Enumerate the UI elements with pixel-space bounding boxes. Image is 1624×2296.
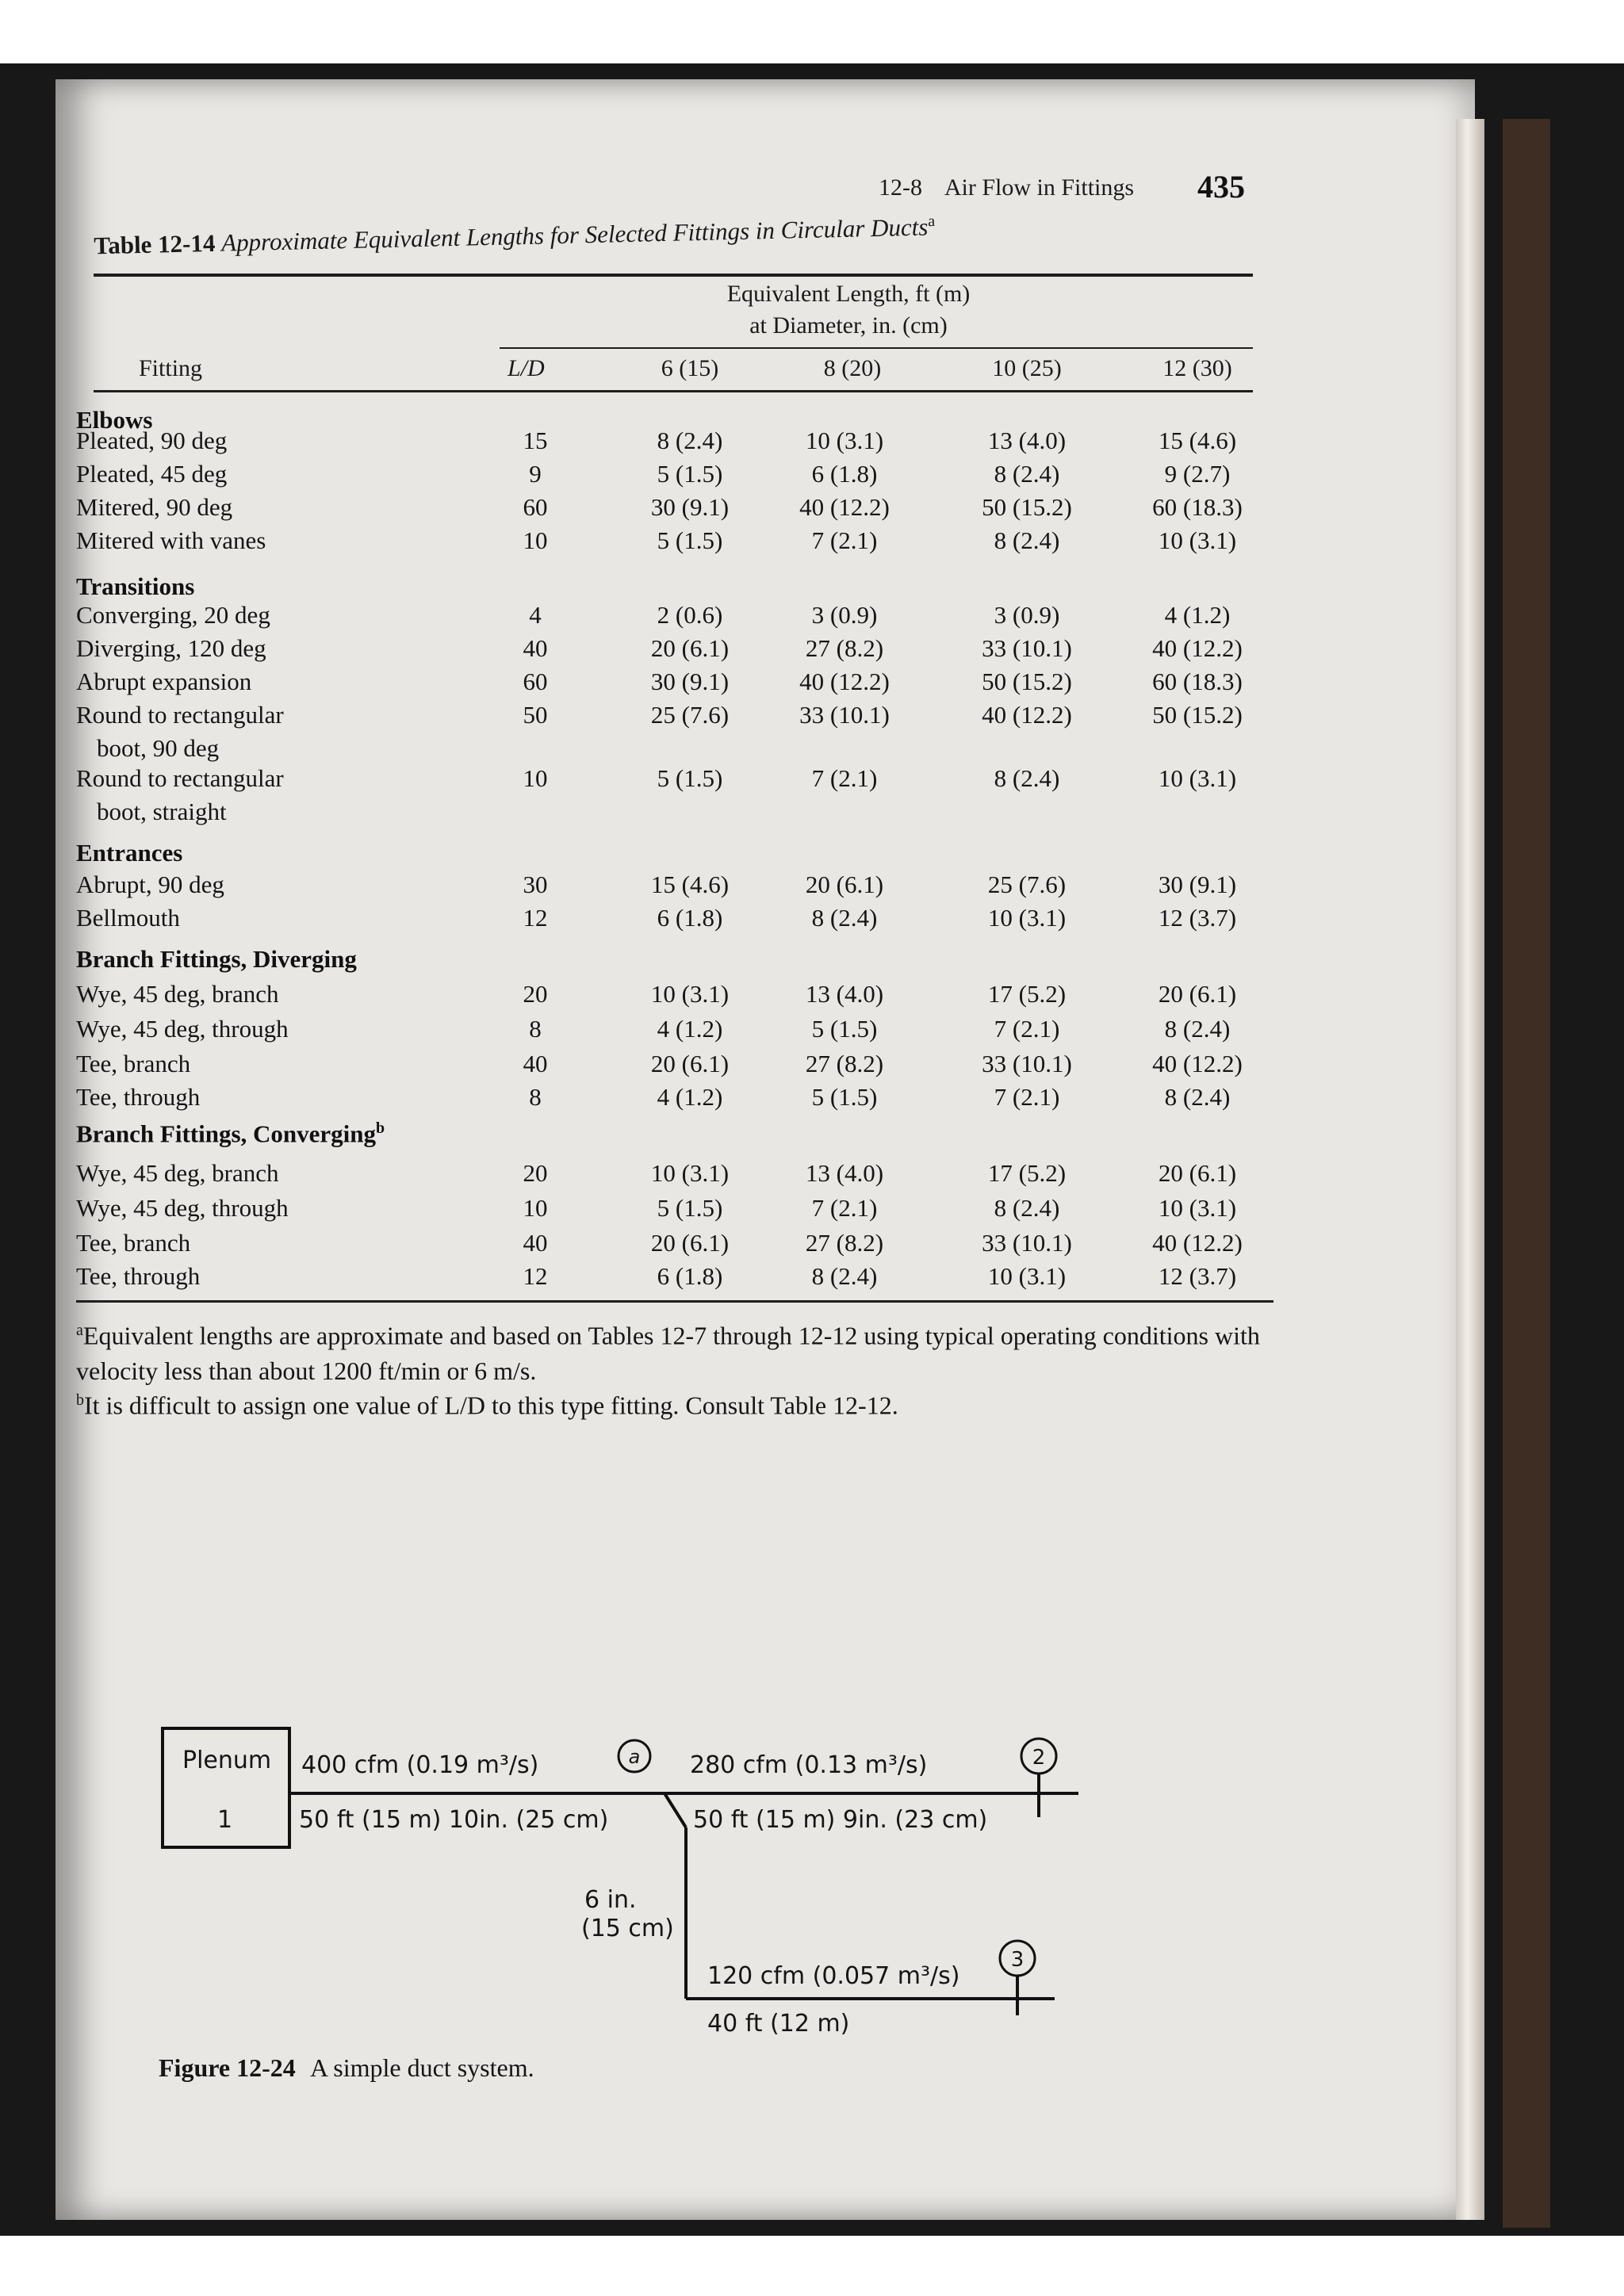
value-d6: 20 (6.1)	[650, 1050, 730, 1077]
ld-value: 20	[523, 980, 548, 1008]
plenum-label: Plenum	[182, 1747, 272, 1774]
value-d8: 7 (2.1)	[811, 1194, 878, 1222]
value-d12: 4 (1.2)	[1164, 601, 1231, 629]
value-d8: 13 (4.0)	[805, 1159, 884, 1187]
ld-value: 30	[523, 871, 548, 898]
fitting-name: Mitered, 90 deg	[76, 493, 233, 521]
value-d10: 33 (10.1)	[982, 634, 1072, 662]
value-d10: 33 (10.1)	[982, 1229, 1072, 1257]
value-d10: 7 (2.1)	[994, 1083, 1060, 1111]
value-d8: 7 (2.1)	[811, 764, 878, 792]
value-d12: 8 (2.4)	[1164, 1083, 1231, 1111]
value-d12: 60 (18.3)	[1152, 668, 1243, 695]
fitting-name: Round to rectangular	[76, 764, 284, 792]
ld-value: 8	[529, 1083, 542, 1111]
col-header-d8: 8 (20)	[823, 355, 882, 381]
value-d12: 60 (18.3)	[1152, 493, 1243, 521]
value-d12: 10 (3.1)	[1158, 526, 1237, 554]
value-d12: 40 (12.2)	[1152, 1229, 1243, 1257]
table-title: Approximate Equivalent Lengths for Selected Fittings in Circular Ducts	[220, 212, 929, 257]
figure-caption-text: A simple duct system.	[309, 2053, 534, 2082]
value-d12: 12 (3.7)	[1158, 904, 1237, 932]
value-d12: 10 (3.1)	[1158, 764, 1237, 792]
value-d8: 5 (1.5)	[811, 1015, 878, 1043]
node-2-label: 2	[1032, 1746, 1046, 1770]
equiv-header-line1: Equivalent Length, ft (m)	[726, 281, 971, 307]
value-d12: 40 (12.2)	[1152, 634, 1243, 662]
value-d6: 6 (1.8)	[657, 1262, 723, 1290]
group-name: Branch Fittings, Converging	[76, 1119, 377, 1148]
value-d12: 30 (9.1)	[1158, 871, 1237, 898]
value-d12: 15 (4.6)	[1158, 427, 1237, 454]
ld-value: 40	[523, 634, 548, 662]
fitting-name-line2: boot, 90 deg	[97, 734, 220, 762]
seg1-size: 50 ft (15 m) 10in. (25 cm)	[299, 1806, 609, 1834]
value-d6: 30 (9.1)	[650, 668, 730, 695]
footnote-mark: a	[76, 1322, 83, 1339]
node-3-label: 3	[1010, 1948, 1025, 1972]
ld-value: 10	[523, 526, 548, 554]
col-header-fitting: Fitting	[139, 355, 203, 381]
value-d6: 30 (9.1)	[650, 493, 730, 521]
ld-value: 40	[523, 1229, 548, 1257]
value-d6: 20 (6.1)	[650, 634, 730, 662]
footnote-text: Equivalent lengths are approximate and based on Tables 12-7 through 12-12 using typical operating conditions with velocity less than about 1200 ft/min or 6 m/s.	[76, 1321, 1260, 1385]
seg2-flow: 280 cfm (0.13 m³/s)	[690, 1751, 928, 1779]
fitting-name: Diverging, 120 deg	[76, 634, 266, 662]
col-header-d6: 6 (15)	[661, 355, 719, 381]
group-branch-diverging: Branch Fittings, Diverging	[76, 945, 357, 973]
ld-value: 10	[523, 1194, 548, 1222]
value-d8: 27 (8.2)	[805, 1050, 884, 1077]
seg1-flow: 400 cfm (0.19 m³/s)	[301, 1751, 539, 1779]
value-d8: 27 (8.2)	[805, 634, 884, 662]
value-d10: 8 (2.4)	[994, 526, 1060, 554]
seg2-size: 50 ft (15 m) 9in. (23 cm)	[693, 1806, 988, 1834]
value-d10: 13 (4.0)	[987, 427, 1067, 454]
value-d10: 8 (2.4)	[994, 460, 1060, 488]
fitting-name: Pleated, 45 deg	[76, 460, 228, 488]
value-d8: 8 (2.4)	[811, 1262, 878, 1290]
table-title-note: a	[927, 212, 936, 231]
value-d8: 3 (0.9)	[811, 601, 878, 629]
branch-diameter-line1: 6 in.	[584, 1886, 637, 1914]
value-d10: 33 (10.1)	[982, 1050, 1072, 1077]
group-entrances: Entrances	[76, 839, 183, 867]
value-d10: 10 (3.1)	[987, 904, 1067, 932]
fitting-name: Converging, 20 deg	[76, 601, 270, 629]
value-d12: 40 (12.2)	[1152, 1050, 1243, 1077]
value-d8: 13 (4.0)	[805, 980, 884, 1008]
section-title: Air Flow in Fittings	[944, 174, 1135, 201]
ld-value: 40	[523, 1050, 548, 1077]
value-d8: 8 (2.4)	[811, 904, 878, 932]
table-label: Table 12-14	[94, 228, 216, 260]
value-d6: 5 (1.5)	[657, 526, 723, 554]
col-header-d12: 12 (30)	[1162, 355, 1232, 381]
ld-value: 50	[523, 701, 548, 729]
value-d12: 10 (3.1)	[1158, 1194, 1237, 1222]
branch-wye-line	[665, 1793, 686, 1827]
fitting-name: Tee, branch	[76, 1050, 191, 1077]
value-d6: 5 (1.5)	[657, 764, 723, 792]
ld-value: 12	[523, 1262, 548, 1290]
plenum-number: 1	[217, 1806, 233, 1834]
value-d8: 40 (12.2)	[799, 493, 890, 521]
fitting-name: Mitered with vanes	[76, 526, 266, 554]
value-d6: 2 (0.6)	[657, 601, 723, 629]
value-d12: 20 (6.1)	[1158, 980, 1237, 1008]
ld-value: 9	[529, 460, 542, 488]
value-d10: 40 (12.2)	[982, 701, 1072, 729]
value-d10: 25 (7.6)	[987, 871, 1067, 898]
value-d10: 8 (2.4)	[994, 1194, 1060, 1222]
fitting-name: Wye, 45 deg, through	[76, 1015, 289, 1043]
value-d6: 5 (1.5)	[657, 1194, 723, 1222]
figure-label: Figure 12-24	[159, 2053, 296, 2082]
value-d8: 40 (12.2)	[799, 668, 890, 695]
ld-value: 20	[523, 1159, 548, 1187]
fitting-name: Abrupt, 90 deg	[76, 871, 224, 898]
col-header-d10: 10 (25)	[992, 355, 1062, 381]
page-number: 435	[1197, 169, 1245, 205]
seg3-flow: 120 cfm (0.057 m³/s)	[707, 1962, 960, 1990]
value-d12: 9 (2.7)	[1164, 460, 1231, 488]
node-a-label: a	[628, 1746, 641, 1768]
group-elbows: Elbows	[76, 406, 153, 434]
footnote-text: It is difficult to assign one value of L/D to this type fitting. Consult Table 12-12.	[84, 1391, 898, 1420]
value-d10: 3 (0.9)	[994, 601, 1060, 629]
fitting-name: Pleated, 90 deg	[76, 427, 228, 454]
ld-value: 4	[529, 601, 542, 629]
col-header-ld: L/D	[508, 355, 545, 381]
value-d8: 20 (6.1)	[805, 871, 884, 898]
fitting-name: Tee, through	[76, 1262, 201, 1290]
value-d6: 4 (1.2)	[657, 1015, 723, 1043]
value-d6: 10 (3.1)	[650, 980, 730, 1008]
value-d8: 27 (8.2)	[805, 1229, 884, 1257]
value-d6: 25 (7.6)	[650, 701, 730, 729]
ld-value: 15	[523, 427, 548, 454]
ld-value: 60	[523, 493, 548, 521]
group-note: b	[376, 1119, 385, 1137]
ld-value: 60	[523, 668, 548, 695]
figure-caption	[159, 2053, 534, 2083]
section-number: 12-8	[879, 174, 922, 201]
value-d6: 20 (6.1)	[650, 1229, 730, 1257]
value-d12: 50 (15.2)	[1152, 701, 1243, 729]
value-d10: 7 (2.1)	[994, 1015, 1060, 1043]
value-d8: 6 (1.8)	[811, 460, 878, 488]
fitting-name: Wye, 45 deg, branch	[76, 1159, 279, 1187]
value-d12: 8 (2.4)	[1164, 1015, 1231, 1043]
group-transitions: Transitions	[76, 572, 195, 600]
value-d6: 8 (2.4)	[657, 427, 723, 454]
fitting-name-line2: boot, straight	[97, 798, 227, 825]
value-d6: 4 (1.2)	[657, 1083, 723, 1111]
value-d10: 50 (15.2)	[982, 493, 1072, 521]
fitting-name: Tee, through	[76, 1083, 201, 1111]
value-d12: 20 (6.1)	[1158, 1159, 1237, 1187]
value-d6: 5 (1.5)	[657, 460, 723, 488]
fitting-name: Wye, 45 deg, branch	[76, 980, 279, 1008]
value-d12: 12 (3.7)	[1158, 1262, 1237, 1290]
value-d10: 8 (2.4)	[994, 764, 1060, 792]
fitting-name: Abrupt expansion	[76, 668, 252, 695]
value-d6: 15 (4.6)	[650, 871, 730, 898]
value-d6: 6 (1.8)	[657, 904, 723, 932]
footnote-mark: b	[76, 1391, 84, 1409]
value-d10: 10 (3.1)	[987, 1262, 1067, 1290]
value-d10: 17 (5.2)	[987, 1159, 1067, 1187]
value-d8: 10 (3.1)	[805, 427, 884, 454]
value-d8: 33 (10.1)	[799, 701, 890, 729]
value-d6: 10 (3.1)	[650, 1159, 730, 1187]
seg3-size: 40 ft (12 m)	[707, 2010, 850, 2038]
value-d10: 50 (15.2)	[982, 668, 1072, 695]
value-d8: 5 (1.5)	[811, 1083, 878, 1111]
ld-value: 8	[529, 1015, 542, 1043]
branch-diameter-line2: (15 cm)	[581, 1915, 674, 1942]
fitting-name: Bellmouth	[76, 904, 180, 932]
value-d10: 17 (5.2)	[987, 980, 1067, 1008]
equiv-header-line2: at Diameter, in. (cm)	[749, 312, 948, 339]
value-d8: 7 (2.1)	[811, 526, 878, 554]
fitting-name: Tee, branch	[76, 1229, 191, 1257]
ld-value: 10	[523, 764, 548, 792]
fitting-name: Wye, 45 deg, through	[76, 1194, 289, 1222]
fitting-name: Round to rectangular	[76, 701, 284, 729]
ld-value: 12	[523, 904, 548, 932]
